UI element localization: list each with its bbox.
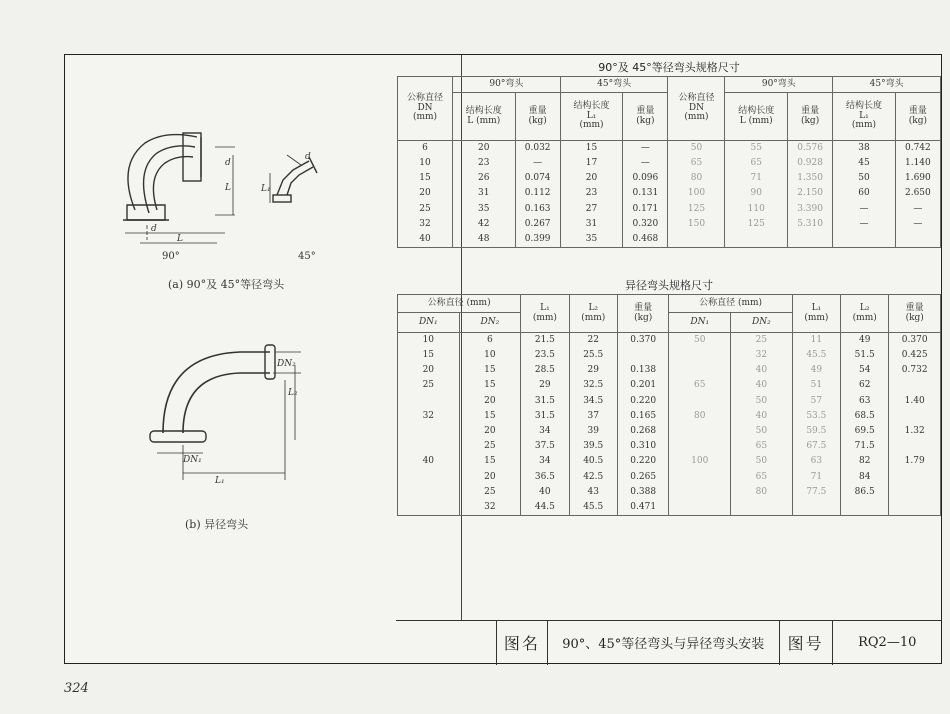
- table-cell: 0.220: [617, 455, 669, 470]
- t1-h-wt: 重量 (kg): [515, 93, 560, 141]
- table-cell: 0.265: [617, 470, 669, 485]
- table-cell: 0.165: [617, 409, 669, 424]
- t2-h-dn2-2: DN₂: [731, 313, 793, 333]
- table-cell: 20: [398, 187, 453, 202]
- table-cell: 0.201: [617, 379, 669, 394]
- t2-h-l2: L₂ (mm): [569, 295, 617, 333]
- t1-h-90-2: 90°弯头: [725, 77, 833, 93]
- table-cell: [895, 232, 940, 248]
- table-cell: 15: [560, 141, 623, 157]
- table-cell: 0.471: [617, 500, 669, 516]
- t2-h-dn-2: 公称直径 (mm): [669, 295, 792, 313]
- table-cell: 20: [560, 171, 623, 186]
- table-cell: [669, 348, 731, 363]
- table-cell: 0.268: [617, 424, 669, 439]
- table-cell: 86.5: [841, 485, 889, 500]
- table-cell: 1.140: [895, 156, 940, 171]
- table-cell: —: [623, 141, 668, 157]
- table-reducing-elbow: [397, 294, 941, 516]
- table-cell: 6: [459, 333, 521, 349]
- table-cell: 71: [792, 470, 840, 485]
- table-cell: 67.5: [792, 439, 840, 454]
- t1-h-len1: 结构长度 L₁ (mm): [560, 93, 623, 141]
- table-cell: 50: [668, 141, 725, 157]
- t1-h-wt-3: 重量 (kg): [788, 93, 833, 141]
- table-cell: 31: [453, 187, 516, 202]
- table-cell: 42: [453, 217, 516, 232]
- table-cell: 32: [398, 217, 453, 232]
- table-cell: 53.5: [792, 409, 840, 424]
- table-cell: 0.370: [617, 333, 669, 349]
- table-cell: 0.310: [617, 439, 669, 454]
- dim-L1-label-45: L₁: [261, 184, 271, 194]
- table-cell: —: [833, 217, 896, 232]
- table1-title: 90°及 45°等径弯头规格尺寸: [598, 61, 740, 74]
- table-row: [398, 156, 941, 171]
- table-cell: 39.5: [569, 439, 617, 454]
- table-cell: 0.171: [623, 202, 668, 217]
- table-cell: 22: [569, 333, 617, 349]
- table-cell: 15: [459, 379, 521, 394]
- table-cell: 51: [792, 379, 840, 394]
- table-cell: 2.650: [895, 187, 940, 202]
- t1-h-dn: 公称直径 DN (mm): [398, 77, 453, 141]
- table-cell: 20: [453, 141, 516, 157]
- table-cell: [398, 394, 460, 409]
- table-cell: 25: [459, 439, 521, 454]
- table-cell: [792, 500, 840, 516]
- table-cell: [889, 500, 941, 516]
- table-cell: 21.5: [521, 333, 569, 349]
- table-cell: 36.5: [521, 470, 569, 485]
- table-cell: 51.5: [841, 348, 889, 363]
- table-cell: 62: [841, 379, 889, 394]
- table-cell: 31: [560, 217, 623, 232]
- table-cell: 32: [731, 348, 793, 363]
- table-cell: [398, 439, 460, 454]
- dim-d-label: d: [225, 158, 231, 168]
- dim-l1-label: L₁: [215, 476, 225, 486]
- table-cell: 37.5: [521, 439, 569, 454]
- label-90: 90°: [162, 251, 180, 262]
- tb-number: RQ2—10: [858, 635, 917, 650]
- t2-h-wt: 重量 (kg): [617, 295, 669, 333]
- table-cell: 0.576: [788, 141, 833, 157]
- table-cell: —: [833, 202, 896, 217]
- table-row: [398, 485, 941, 500]
- table-cell: [669, 363, 731, 378]
- table-cell: 34: [521, 455, 569, 470]
- table-cell: 125: [668, 202, 725, 217]
- table-cell: —: [895, 217, 940, 232]
- table-cell: 20: [459, 424, 521, 439]
- table-cell: 50: [731, 394, 793, 409]
- table-cell: 25: [398, 379, 460, 394]
- table-cell: 1.79: [889, 455, 941, 470]
- table-cell: 65: [669, 379, 731, 394]
- table-cell: [788, 232, 833, 248]
- table-cell: 65: [731, 470, 793, 485]
- table-cell: 17: [560, 156, 623, 171]
- table-cell: [889, 409, 941, 424]
- t1-h-wt-4: 重量 (kg): [895, 93, 940, 141]
- table-cell: [725, 232, 788, 248]
- table-cell: [889, 485, 941, 500]
- table-cell: 15: [459, 409, 521, 424]
- table-cell: [668, 232, 725, 248]
- table-cell: 54: [841, 363, 889, 378]
- table-cell: [617, 348, 669, 363]
- table-cell: 0.267: [515, 217, 560, 232]
- table-cell: 82: [841, 455, 889, 470]
- caption-a: (a) 90°及 45°等径弯头: [168, 278, 285, 291]
- t1-h-45-2: 45°弯头: [833, 77, 941, 93]
- table-cell: 63: [841, 394, 889, 409]
- drawing-frame: [64, 54, 942, 664]
- label-45: 45°: [298, 251, 316, 262]
- dim-L-label: L: [177, 234, 183, 244]
- table-cell: 39: [569, 424, 617, 439]
- title-block: [496, 620, 942, 665]
- table-cell: 0.096: [623, 171, 668, 186]
- table-cell: 35: [560, 232, 623, 248]
- table-cell: 50: [833, 171, 896, 186]
- table-cell: 40.5: [569, 455, 617, 470]
- table-row: [398, 348, 941, 363]
- table-cell: 34.5: [569, 394, 617, 409]
- table-cell: 65: [668, 156, 725, 171]
- table-cell: [889, 439, 941, 454]
- dim-dn2-label: DN₂: [277, 359, 296, 369]
- table-cell: 50: [669, 333, 731, 349]
- t2-h-l1-2: L₁ (mm): [792, 295, 840, 333]
- table-cell: 43: [569, 485, 617, 500]
- t1-h-len: 结构长度 L (mm): [453, 93, 516, 141]
- table-cell: 55: [725, 141, 788, 157]
- table-cell: 23.5: [521, 348, 569, 363]
- table-cell: 15: [398, 348, 460, 363]
- table-cell: 42.5: [569, 470, 617, 485]
- table-cell: 29: [569, 363, 617, 378]
- table-cell: 57: [792, 394, 840, 409]
- table-cell: 32: [459, 500, 521, 516]
- table-cell: 100: [669, 455, 731, 470]
- table-cell: [398, 470, 460, 485]
- table-cell: 77.5: [792, 485, 840, 500]
- table-cell: 0.131: [623, 187, 668, 202]
- table-cell: 0.742: [895, 141, 940, 157]
- table-cell: 0.112: [515, 187, 560, 202]
- table-cell: 0.732: [889, 363, 941, 378]
- table-cell: [669, 394, 731, 409]
- table-row: [398, 202, 941, 217]
- t2-h-dn1-2: DN₁: [669, 313, 731, 333]
- table-cell: 49: [792, 363, 840, 378]
- table-cell: [669, 470, 731, 485]
- table-cell: [889, 470, 941, 485]
- table-cell: 26: [453, 171, 516, 186]
- table-cell: 0.163: [515, 202, 560, 217]
- table-row: [398, 394, 941, 409]
- table-cell: 0.388: [617, 485, 669, 500]
- table-cell: 150: [668, 217, 725, 232]
- table-equal-elbow: [397, 76, 941, 248]
- table-cell: 40: [398, 455, 460, 470]
- table-cell: [398, 485, 460, 500]
- table-cell: [669, 424, 731, 439]
- t2-h-dn1: DN₁: [398, 313, 460, 333]
- table-cell: 25: [398, 202, 453, 217]
- table-cell: 3.390: [788, 202, 833, 217]
- table-cell: [669, 439, 731, 454]
- table-cell: 0.320: [623, 217, 668, 232]
- table-cell: 0.138: [617, 363, 669, 378]
- table-cell: 40: [521, 485, 569, 500]
- table-cell: 84: [841, 470, 889, 485]
- t2-h-l2-2: L₂ (mm): [841, 295, 889, 333]
- elbow-45-drawing: [270, 155, 317, 203]
- table-cell: 1.40: [889, 394, 941, 409]
- table-cell: 0.074: [515, 171, 560, 186]
- table-cell: 5.310: [788, 217, 833, 232]
- table-cell: 32: [398, 409, 460, 424]
- table-cell: 59.5: [792, 424, 840, 439]
- table-cell: 2.150: [788, 187, 833, 202]
- table-row: [398, 500, 941, 516]
- elbow-90-drawing: [123, 133, 235, 243]
- table-cell: 34: [521, 424, 569, 439]
- table-cell: 0.399: [515, 232, 560, 248]
- table-cell: 40: [398, 232, 453, 248]
- table-cell: 20: [459, 470, 521, 485]
- table2-body: [398, 333, 941, 516]
- table-row: [398, 171, 941, 186]
- table-cell: [841, 500, 889, 516]
- t2-h-dn2: DN₂: [459, 313, 521, 333]
- table-cell: 28.5: [521, 363, 569, 378]
- table-cell: 63: [792, 455, 840, 470]
- table-cell: 0.468: [623, 232, 668, 248]
- table-cell: 0.425: [889, 348, 941, 363]
- dim-l2-label: L₂: [288, 388, 298, 398]
- table-cell: [398, 424, 460, 439]
- table-cell: 50: [731, 424, 793, 439]
- table-cell: 1.32: [889, 424, 941, 439]
- t1-h-dn-2: 公称直径 DN (mm): [668, 77, 725, 141]
- table-cell: 15: [459, 455, 521, 470]
- table-cell: 0.220: [617, 394, 669, 409]
- table-cell: 29: [521, 379, 569, 394]
- table-row: [398, 187, 941, 202]
- table-cell: 68.5: [841, 409, 889, 424]
- table-cell: [833, 232, 896, 248]
- table-cell: 80: [731, 485, 793, 500]
- t1-h-90: 90°弯头: [453, 77, 561, 93]
- table-cell: 10: [459, 348, 521, 363]
- t1-h-len1-2: 结构长度 L₁ (mm): [833, 93, 896, 141]
- table-cell: 40: [731, 409, 793, 424]
- table-cell: 10: [398, 333, 460, 349]
- table-cell: 0.928: [788, 156, 833, 171]
- table-cell: 44.5: [521, 500, 569, 516]
- table-row: [398, 439, 941, 454]
- table-cell: 80: [668, 171, 725, 186]
- table1-body: [398, 141, 941, 248]
- table-cell: 65: [731, 439, 793, 454]
- table-cell: 100: [668, 187, 725, 202]
- dim-dn1-label: DN₁: [183, 455, 202, 465]
- table-cell: 25: [731, 333, 793, 349]
- t2-h-wt-2: 重量 (kg): [889, 295, 941, 333]
- t1-h-45: 45°弯头: [560, 77, 668, 93]
- table-cell: 90: [725, 187, 788, 202]
- table-cell: 11: [792, 333, 840, 349]
- page-number: 324: [64, 681, 89, 696]
- table-cell: 10: [398, 156, 453, 171]
- table-cell: 38: [833, 141, 896, 157]
- table-cell: —: [895, 202, 940, 217]
- t1-h-wt-2: 重量 (kg): [623, 93, 668, 141]
- table-row: [398, 470, 941, 485]
- table-cell: [669, 485, 731, 500]
- table-cell: 23: [453, 156, 516, 171]
- table-cell: 110: [725, 202, 788, 217]
- table-cell: 69.5: [841, 424, 889, 439]
- tb-name: 90°、45°等径弯头与异径弯头安装: [548, 620, 780, 665]
- table-cell: [731, 500, 793, 516]
- table-cell: 6: [398, 141, 453, 157]
- table-cell: 15: [398, 171, 453, 186]
- table-row: [398, 141, 941, 157]
- table-cell: 45.5: [569, 500, 617, 516]
- table-row: [398, 232, 941, 248]
- table-cell: [398, 500, 460, 516]
- table-cell: 31.5: [521, 409, 569, 424]
- table-cell: 50: [731, 455, 793, 470]
- table-cell: 45.5: [792, 348, 840, 363]
- table-cell: 48: [453, 232, 516, 248]
- dim-d-label-bottom: d: [151, 224, 157, 234]
- table-cell: 49: [841, 333, 889, 349]
- table-cell: —: [623, 156, 668, 171]
- t2-h-dn: 公称直径 (mm): [398, 295, 521, 313]
- table-cell: 1.690: [895, 171, 940, 186]
- table-cell: 0.370: [889, 333, 941, 349]
- table-cell: 60: [833, 187, 896, 202]
- table-cell: 15: [459, 363, 521, 378]
- table-cell: 23: [560, 187, 623, 202]
- table-cell: 40: [731, 363, 793, 378]
- table-cell: 1.350: [788, 171, 833, 186]
- table-row: [398, 455, 941, 470]
- table-cell: 71: [725, 171, 788, 186]
- table-cell: 80: [669, 409, 731, 424]
- table-cell: 20: [398, 363, 460, 378]
- table-row: [398, 217, 941, 232]
- table-row: [398, 424, 941, 439]
- dim-L-label-vertical: L: [225, 183, 231, 193]
- table-cell: 125: [725, 217, 788, 232]
- table-cell: 71.5: [841, 439, 889, 454]
- table-cell: [669, 500, 731, 516]
- table-cell: [889, 379, 941, 394]
- t1-h-len-2: 结构长度 L (mm): [725, 93, 788, 141]
- caption-b: (b) 异径弯头: [185, 518, 249, 531]
- table-row: [398, 333, 941, 349]
- table-cell: —: [515, 156, 560, 171]
- t2-h-l1: L₁ (mm): [521, 295, 569, 333]
- table-cell: 25.5: [569, 348, 617, 363]
- table-cell: 25: [459, 485, 521, 500]
- table-cell: 35: [453, 202, 516, 217]
- table-cell: 65: [725, 156, 788, 171]
- table-cell: 20: [459, 394, 521, 409]
- table-cell: 32.5: [569, 379, 617, 394]
- table-row: [398, 379, 941, 394]
- dim-d-label-45: d: [305, 152, 311, 162]
- table-cell: 45: [833, 156, 896, 171]
- table-row: [398, 363, 941, 378]
- table-cell: 27: [560, 202, 623, 217]
- table-cell: 0.032: [515, 141, 560, 157]
- tb-name-label: 图名: [497, 620, 548, 665]
- table-cell: 40: [731, 379, 793, 394]
- table-row: [398, 409, 941, 424]
- table-cell: 37: [569, 409, 617, 424]
- table2-title: 异径弯头规格尺寸: [625, 279, 713, 292]
- table-cell: 31.5: [521, 394, 569, 409]
- tb-number-label: 图号: [780, 620, 833, 665]
